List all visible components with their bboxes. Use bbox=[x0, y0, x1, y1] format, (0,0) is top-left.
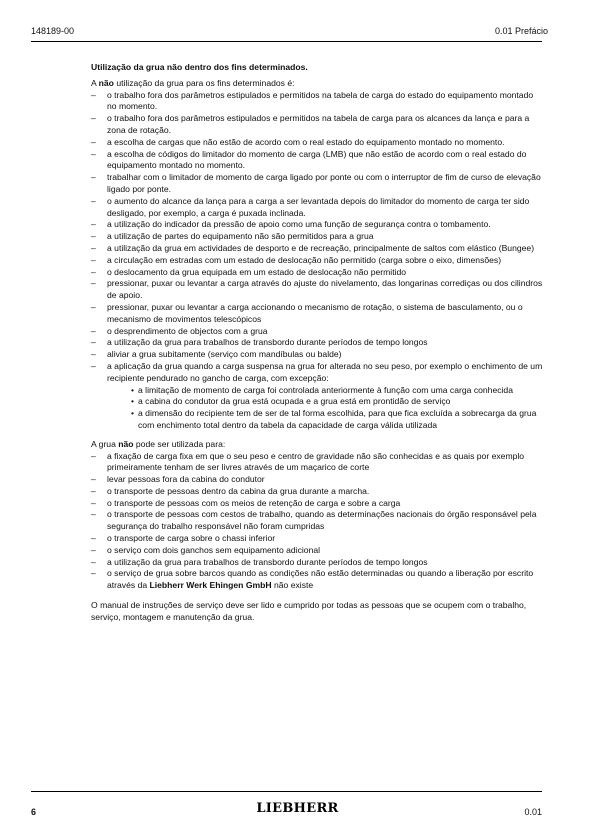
misuse-list bbox=[91, 90, 543, 432]
list-item-text: o aumento do alcance da lança para a carga a ser levantada depois do limitador do momento de carga ter sido desligado, por exemplo, a carga é puxada inclinada. bbox=[107, 195, 530, 218]
list-item bbox=[91, 361, 543, 432]
section-heading: Utilização da grua não dentro dos fins determinados. bbox=[91, 62, 308, 72]
list-item-text: a escolha de códigos do limitador do momento de carga (LMB) que não estão de acordo com o real estado do equipamento montado no momento. bbox=[107, 148, 527, 171]
list-item-text: pressionar, puxar ou levantar a carga através do ajuste do nivelamento, das longarinas corrediças ou dos cilindros de apoio. bbox=[107, 278, 543, 301]
prohibited-use-list bbox=[91, 451, 543, 593]
list-item-text: pressionar, puxar ou levantar a carga accionando o mecanismo de rotação, o sistema de basculamento, ou o mecanismo de movimentos telescópicos bbox=[107, 301, 523, 324]
list-item bbox=[91, 149, 543, 173]
exception-sublist bbox=[107, 385, 543, 432]
list-item-text: a utilização da grua em actividades de desporto e de recreação, principalmente de saltos com elástico (Bungee) bbox=[107, 242, 535, 253]
footer-divider bbox=[31, 791, 542, 792]
list-item-text: o trabalho fora dos parâmetros estipulados e permitidos na tabela de carga do estado do equipamento montado no momento. bbox=[107, 89, 534, 112]
list-item bbox=[91, 302, 543, 326]
list-item-text: o serviço de grua sobre barcos quando as condições não estão determinadas ou quando a liberação por escrito através da bbox=[107, 568, 534, 591]
page-content bbox=[91, 62, 543, 624]
list-item: – a utilização da grua para trabalhos de transbordo durante períodos de tempo longos bbox=[91, 557, 543, 569]
page-number: 6 bbox=[31, 807, 37, 817]
list-item bbox=[91, 196, 543, 220]
intro-paragraph bbox=[91, 78, 543, 90]
list-item bbox=[91, 349, 543, 361]
list-item: – levar pessoas fora da cabina do condutor bbox=[91, 474, 543, 486]
list-item-text: a utilização da grua para trabalhos de transbordo durante períodos de tempo longos bbox=[107, 337, 428, 348]
list-item bbox=[91, 337, 543, 349]
list-item bbox=[91, 231, 543, 243]
list-item-text: o deslocamento da grua equipada em um estado de deslocação não permitido bbox=[107, 266, 407, 277]
list-item-text: a utilização de partes do equipamento não são permitidos para a grua bbox=[107, 231, 374, 242]
list-item-text: o trabalho fora dos parâmetros estipulados e permitidos na tabela de carga para os alcances da lança e para a zona de rotação. bbox=[107, 113, 530, 135]
intro2-text: A grua bbox=[91, 438, 119, 449]
list-item bbox=[91, 568, 543, 592]
list-item bbox=[91, 243, 543, 255]
intro2-text-end: pode ser utilizada para: bbox=[133, 438, 226, 449]
liebherr-logo: LIEBHERR bbox=[256, 801, 339, 816]
list-item bbox=[91, 278, 543, 302]
list-item: – o transporte de pessoas com os meios de retenção de carga e sobre a carga bbox=[91, 498, 543, 510]
intro2-paragraph bbox=[91, 439, 543, 451]
list-item-text: a utilização do indicador da pressão de apoio como uma função de segurança contra o tombamento. bbox=[107, 219, 491, 230]
list-item: – a fixação de carga fixa em que o seu peso e centro de gravidade não são conhecidas e as quais por exemplo primeiramente tenham de ser livres através de um maçarico de corte bbox=[91, 451, 543, 475]
list-item bbox=[91, 219, 543, 231]
list-item bbox=[91, 137, 543, 149]
sublist-item: • a cabina do condutor da grua está ocupada e a grua está em prontidão de serviço bbox=[131, 396, 543, 408]
list-item bbox=[91, 267, 543, 279]
section-title: 0.01 Prefácio bbox=[494, 26, 548, 36]
list-item: – o transporte de carga sobre o chassi inferior bbox=[91, 533, 543, 545]
intro-text-end: utilização da grua para os fins determinados é: bbox=[113, 77, 295, 88]
intro-emphasis: não bbox=[98, 77, 114, 88]
version-number: 0.01 bbox=[524, 807, 542, 817]
list-item-text: a aplicação da grua quando a carga suspensa na grua for alterada no seu peso, por exemplo o enchimento de um recipiente pendurado no gancho de carga, com excepção: bbox=[107, 360, 543, 383]
company-name: Liebherr Werk Ehingen GmbH bbox=[149, 580, 272, 591]
list-item-text: aliviar a grua subitamente (serviço com mandíbulas ou balde) bbox=[107, 349, 342, 360]
list-item: – o transporte de pessoas com cestos de trabalho, quando as determinações nacionais do órgão responsável pela segurança do trabalho responsável não foram cumpridas bbox=[91, 509, 543, 533]
list-item bbox=[91, 172, 543, 196]
list-item-text: o desprendimento de objectos com a grua bbox=[107, 325, 268, 336]
list-item bbox=[91, 326, 543, 338]
list-item: – o serviço com dois ganchos sem equipamento adicional bbox=[91, 545, 543, 557]
list-item bbox=[91, 113, 543, 137]
list-item bbox=[91, 255, 543, 267]
document-number: 148189-00 bbox=[31, 26, 75, 36]
intro-text: A bbox=[91, 77, 99, 88]
intro2-emphasis: não bbox=[118, 438, 134, 449]
list-item-text-end: não existe bbox=[271, 580, 314, 591]
header-divider bbox=[31, 41, 542, 42]
closing-paragraph: O manual de instruções de serviço deve ser lido e cumprido por todas as pessoas que se ocupem com o trabalho, serviço, montagem e manutenção da grua. bbox=[91, 600, 527, 622]
sublist-item: • a dimensão do recipiente tem de ser de tal forma escolhida, para que fica excluída a sobrecarga da grua com enchimento total dentro da tabela da capacidade de carga válida utilizada bbox=[131, 408, 543, 432]
list-item-text: trabalhar com o limitador de momento de carga ligado por ponte ou com o interruptor de fim de curso de elevação ligado por ponte. bbox=[107, 172, 541, 194]
sublist-item: • a limitação de momento de carga foi controlada anteriormente à função com uma carga conhecida bbox=[131, 385, 543, 397]
list-item-text: a escolha de cargas que não estão de acordo com o real estado do equipamento montado no momento. bbox=[107, 136, 505, 147]
list-item-text: a circulação em estradas com um estado de deslocação não permitido (carga sobre o eixo, dimensões) bbox=[107, 254, 502, 265]
list-item bbox=[91, 90, 543, 114]
list-item: – o transporte de pessoas dentro da cabina da grua durante a marcha. bbox=[91, 486, 543, 498]
